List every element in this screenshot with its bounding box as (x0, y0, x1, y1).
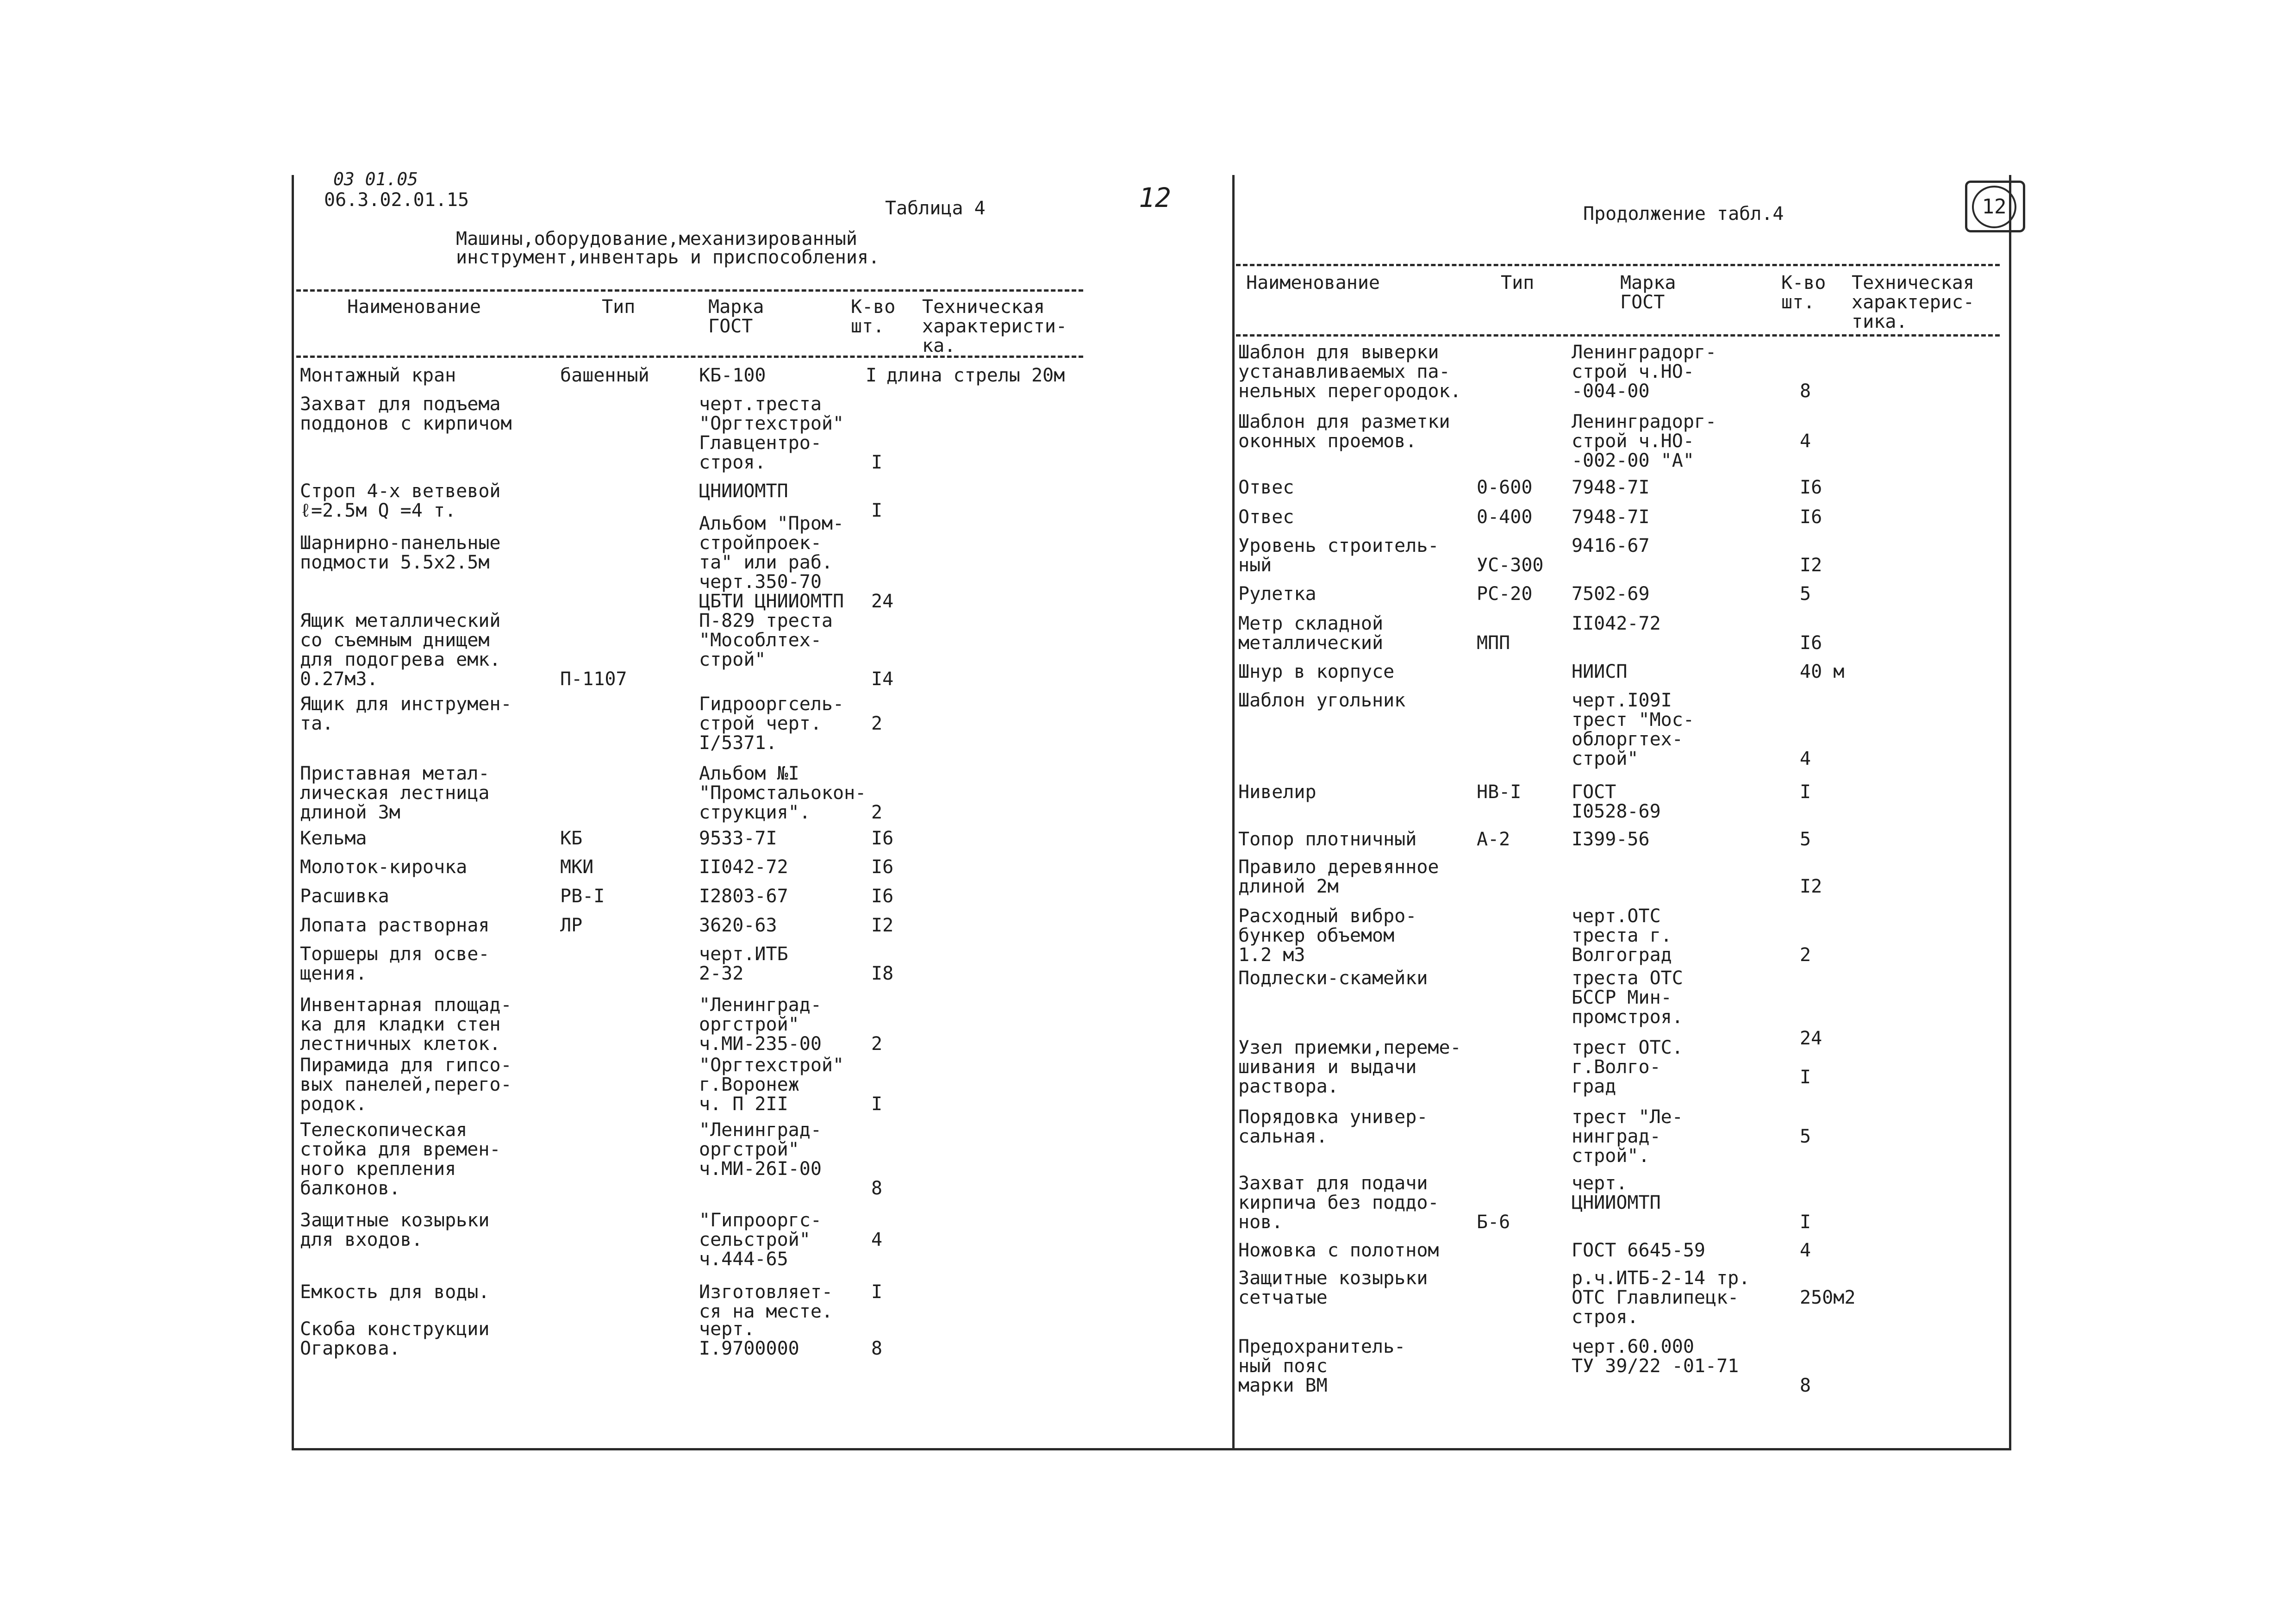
cell-name: Монтажный кран (300, 365, 456, 386)
left-col-tech: Техническая характеристи- ка. (922, 296, 1067, 356)
cell-name: Рулетка (1238, 583, 1316, 605)
cell-name: Шаблон для выверки устанавливаемых па- нельных перегородок. (1238, 342, 1461, 402)
cell-qty: 24 I (1800, 1028, 1822, 1088)
cell-gost: Ленинградорг- строй ч.НО- -002-00 "А" (1572, 411, 1717, 471)
cell-type: Б-6 (1477, 1212, 1510, 1233)
cell-name: Защитные козырьки для входов. (300, 1210, 490, 1250)
cell-qty: I2 (1800, 876, 1822, 897)
right-header-top-rule (1236, 264, 2000, 266)
cell-type: УС-300 (1477, 555, 1544, 576)
cell-gost: трест "Ле- нинград- строй". (1572, 1106, 1683, 1167)
cell-qty: I (871, 452, 883, 473)
cell-qty: I8 (871, 963, 894, 984)
cell-name: Захват для подачи кирпича без поддо- нов. (1238, 1173, 1439, 1233)
cell-name: Правило деревянное длиной 2м (1238, 856, 1439, 897)
cell-qty: 5 (1800, 583, 1811, 605)
sheet-number: 12 (1972, 186, 2016, 228)
cell-gost: II042-72 (699, 856, 788, 878)
cell-name: Приставная метал- лическая лестница длиной 3м (300, 763, 490, 823)
cell-qty: I6 (871, 886, 894, 907)
cell-name: Ящик металлический со съемным днищем для подогрева емк. 0.27м3. (300, 610, 501, 690)
cell-name: Уровень строитель- ный (1238, 535, 1439, 576)
cell-name: Шаблон для разметки оконных проемов. (1238, 411, 1450, 452)
cell-qty: 2 (871, 802, 883, 823)
cell-type: 0-400 (1477, 506, 1533, 528)
left-header-top-rule (296, 289, 1083, 292)
cell-qty: I6 (1800, 477, 1822, 498)
cell-name: Шнур в корпусе (1238, 661, 1395, 682)
cell-qty: 2 (871, 1033, 883, 1055)
left-col-name: Наименование (347, 296, 481, 318)
cell-qty: I6 (871, 828, 894, 849)
cell-gost: Ленинградорг- строй ч.НО- -004-00 (1572, 342, 1717, 402)
handwritten-code: 03 01.05 (333, 169, 418, 189)
cell-type: МКИ (560, 856, 594, 878)
right-col-tech: Техническая характерис- тика. (1852, 272, 1974, 332)
cell-gost: черт.I09I трест "Мос- облоргтех- строй" (1572, 690, 1694, 769)
cell-name: Молоток-кирочка (300, 856, 468, 878)
cell-name: Расшивка (300, 886, 389, 907)
cell-type: 0-600 (1477, 477, 1533, 498)
page-frame (292, 175, 2011, 1450)
cell-type: НВ-I (1477, 781, 1522, 803)
handwritten-page-number: 12 (1139, 182, 1171, 213)
cell-qty: 40 м (1800, 661, 1845, 682)
left-header-bottom-rule (296, 356, 1083, 358)
cell-type: РВ-I (560, 886, 605, 907)
document-code: 06.3.02.01.15 (324, 189, 469, 211)
cell-name: Скоба конструкции Огаркова. (300, 1318, 490, 1359)
cell-gost: черт.ОТС треста г. Волгоград (1572, 906, 1672, 966)
cell-qty: I (871, 500, 883, 521)
cell-qty: I2 (1800, 555, 1822, 576)
cell-name: Узел приемки,переме- шивания и выдачи раствора. (1238, 1037, 1461, 1097)
cell-gost: "Ленинград- оргстрой" ч.МИ-235-00 (699, 994, 822, 1055)
cell-gost: треста ОТС БССР Мин- промстроя. (1572, 968, 1683, 1028)
cell-gost: 3620-63 (699, 915, 777, 936)
cell-name: Пирамида для гипсо- вых панелей,перего- родок. (300, 1055, 512, 1115)
continuation-label: Продолжение табл.4 (1583, 203, 1784, 225)
cell-qty: 24 (871, 591, 894, 612)
cell-name: Отвес (1238, 506, 1294, 528)
cell-gost: НИИСП (1572, 661, 1628, 682)
cell-qty: I (1800, 1212, 1811, 1233)
cell-qty: 8 (1800, 381, 1811, 402)
cell-qty: I (866, 365, 877, 386)
cell-qty: I (871, 1093, 883, 1115)
cell-type: РС-20 (1477, 583, 1533, 605)
cell-type: МПП (1477, 632, 1510, 654)
cell-gost: 9533-7I (699, 828, 777, 849)
cell-name: Ножовка с полотном (1238, 1240, 1439, 1261)
cell-name: Торшеры для осве- щения. (300, 943, 490, 984)
center-divider (1232, 175, 1235, 1450)
cell-qty: I6 (871, 856, 894, 878)
left-col-gost: Марка ГОСТ (708, 296, 764, 337)
cell-gost: ГОСТ I0528-69 (1572, 781, 1661, 822)
cell-name: Ящик для инструмен- та. (300, 693, 512, 734)
right-col-gost: Марка ГОСТ (1620, 272, 1676, 313)
cell-name: Порядовка универ- сальная. (1238, 1106, 1428, 1147)
cell-name: Шаблон угольник (1238, 690, 1406, 711)
cell-gost: Изготовляет- ся на месте. (699, 1281, 833, 1322)
cell-gost: "Оргтехстрой" г.Воронеж ч. П 2II (699, 1055, 844, 1115)
subtitle-line-1: Машины,оборудование,механизированный (456, 228, 857, 250)
cell-name: Отвес (1238, 477, 1294, 498)
cell-gost: II042-72 (1572, 613, 1661, 634)
cell-gost: ЦНИИОМТП (699, 481, 788, 502)
cell-gost: Гидрооргсель- строй черт. I/5371. (699, 693, 844, 754)
cell-name: Предохранитель- ный пояс марки ВМ (1238, 1336, 1406, 1396)
cell-qty: 8 (1800, 1375, 1811, 1396)
cell-type: КБ (560, 828, 583, 849)
cell-name: Емкость для воды. (300, 1281, 490, 1303)
cell-name: Защитные козырьки сетчатые (1238, 1268, 1428, 1308)
cell-gost: Альбом "Пром- стройпроек- та" или раб. черт.350-70 ЦБТИ ЦНИИОМТП (699, 513, 844, 612)
cell-gost: 7948-7I (1572, 506, 1650, 528)
cell-qty: I (1800, 781, 1811, 803)
cell-qty: 2 (1800, 944, 1811, 966)
cell-gost: ГОСТ 6645-59 (1572, 1240, 1705, 1261)
cell-qty: I2 (871, 915, 894, 936)
left-col-type: Тип (602, 296, 636, 318)
cell-qty: 2 (871, 713, 883, 734)
table-subtitle (456, 230, 880, 267)
cell-qty: 5 (1800, 1126, 1811, 1147)
cell-gost: черт. ЦНИИОМТП (1572, 1173, 1661, 1213)
cell-type: А-2 (1477, 829, 1510, 850)
cell-gost: 9416-67 (1572, 535, 1650, 556)
cell-name: Топор плотничный (1238, 829, 1417, 850)
cell-qty: 4 (1800, 1240, 1811, 1261)
cell-qty: 250м2 (1800, 1287, 1856, 1308)
cell-gost: I399-56 (1572, 829, 1650, 850)
cell-tech: длина стрелы 20м (886, 365, 1065, 386)
cell-gost: 7502-69 (1572, 583, 1650, 605)
cell-name: Лопата растворная (300, 915, 490, 936)
cell-qty: I6 (1800, 632, 1822, 654)
cell-gost: черт.60.000 ТУ 39/22 -01-71 (1572, 1336, 1739, 1377)
cell-name: Подлески-скамейки (1238, 968, 1428, 989)
cell-qty: 8 (871, 1338, 883, 1359)
cell-gost: черт.треста "Оргтехстрой" Главцентро- строя. (699, 394, 844, 473)
subtitle-line-2: инструмент,инвентарь и приспособления. (456, 247, 880, 268)
cell-name: Шарнирно-панельные подмости 5.5х2.5м (300, 532, 501, 573)
cell-gost: черт.ИТБ 2-32 (699, 943, 788, 984)
cell-name: Захват для подъема поддонов с кирпичом (300, 394, 512, 434)
right-col-type: Тип (1501, 272, 1535, 294)
cell-qty: I4 (871, 668, 894, 690)
cell-gost: "Гипрооргс- сельстрой" ч.444-65 (699, 1210, 822, 1270)
cell-name: Кельма (300, 828, 367, 849)
right-col-name: Наименование (1246, 272, 1380, 294)
cell-gost: черт. I.9700000 (699, 1318, 799, 1359)
cell-name: Расходный вибро- бункер объемом 1.2 м3 (1238, 906, 1417, 966)
cell-name: Нивелир (1238, 781, 1316, 803)
cell-gost: 7948-7I (1572, 477, 1650, 498)
cell-qty: 4 (1800, 748, 1811, 769)
cell-type: П-1107 (560, 668, 627, 690)
cell-gost: трест ОТС. г.Волго- град (1572, 1037, 1683, 1097)
cell-name: Строп 4-х ветвевой ℓ=2.5м Q =4 т. (300, 481, 501, 521)
cell-qty: 5 (1800, 829, 1811, 850)
cell-qty: I6 (1800, 506, 1822, 528)
cell-gost: р.ч.ИТБ-2-14 тр. ОТС Главлипецк- строя. (1572, 1268, 1750, 1328)
cell-name: Телескопическая стойка для времен- ного крепления балконов. (300, 1119, 501, 1199)
sheet-number-box (1965, 181, 2025, 232)
cell-gost: КБ-100 (699, 365, 766, 386)
right-col-qty: К-во шт. (1781, 272, 1826, 313)
cell-type: башенный (560, 365, 649, 386)
cell-name: Метр складной металлический (1238, 613, 1384, 654)
cell-qty: 8 (871, 1178, 883, 1199)
cell-gost: П-829 треста "Мособлтех- строй" (699, 610, 833, 670)
cell-type: ЛР (560, 915, 583, 936)
cell-gost: I2803-67 (699, 886, 788, 907)
cell-qty: 4 (871, 1229, 883, 1250)
cell-gost: "Ленинград- оргстрой" ч.МИ-26I-00 (699, 1119, 822, 1180)
cell-qty: 4 (1800, 431, 1811, 452)
cell-name: Инвентарная площад- ка для кладки стен лестничных клеток. (300, 994, 512, 1055)
cell-qty: I (871, 1281, 883, 1303)
cell-gost: Альбом №I "Промстальокон- струкция". (699, 763, 867, 823)
table-title: Таблица 4 (885, 198, 986, 219)
right-header-bottom-rule (1236, 334, 2000, 337)
left-col-qty: К-во шт. (851, 296, 896, 337)
